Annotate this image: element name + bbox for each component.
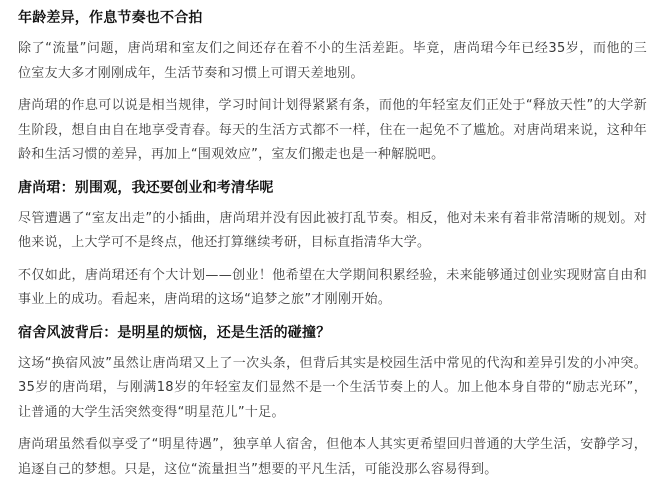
paragraph-lifestyle-gap: 除了“流量”问题，唐尚珺和室友们之间还存在着不小的生活差距。毕竟，唐尚珺今年已经35岁，而他的三位室友大多才刚刚成年，生活节奏和习惯上可谓天差地别。 [18, 41, 647, 81]
paragraph-schedule-difference: 唐尚珺的作息可以说是相当规律，学习时间计划得紧紧有条，而他的年轻室友们正处于“释放天性”的大学新生阶段，想自由自在地享受青春。每天的生活方式都不一样，住在一起免不了尴尬。对唐尚珺来说，这种年龄和生活习惯的差异，再加上“围观效应”，室友们搬走也是一种解脱吧。 [18, 98, 647, 162]
paragraph-future-plans: 尽管遭遇了“室友出走”的小插曲，唐尚珺并没有因此被打乱节奏。相反，他对未来有着非常清晰的规划。对他来说，上大学可不是终点，他还打算继续考研，目标直指清华大学。 [18, 210, 647, 250]
section-heading-age-gap: 年龄差异，作息节奏也不合拍 [18, 10, 203, 26]
section-heading-startup-tsinghua: 唐尚珺：别围观，我还要创业和考清华呢 [18, 179, 274, 196]
paragraph-ordinary-life: 唐尚珺虽然看似享受了“明星待遇”，独享单人宿舍，但他本人其实更希望回归普通的大学生活，安静学习，追逐自己的梦想。只是，这位“流量担当”想要的平凡生活，可能没那么容易得到。 [18, 437, 647, 477]
paragraph-generation-gap: 这场“换宿风波”虽然让唐尚珺又上了一次头条，但背后其实是校园生活中常见的代沟和差异引发的小冲突。35岁的唐尚珺，与刚满18岁的年轻室友们显然不是一个生活节奏上的人。加上他本身自带的“励志光环”，让普通的大学生活突然变得“明星范儿”十足。 [18, 355, 647, 420]
section-heading-dorm-storm: 宿舍风波背后：是明星的烦恼，还是生活的碰撞？ [18, 324, 331, 341]
paragraph-startup-plan: 不仅如此，唐尚珺还有个大计划——创业！他希望在大学期间积累经验，未来能够通过创业实现财富自由和事业上的成功。看起来，唐尚珺的这场“追梦之旅”才刚刚开始。 [18, 267, 647, 307]
